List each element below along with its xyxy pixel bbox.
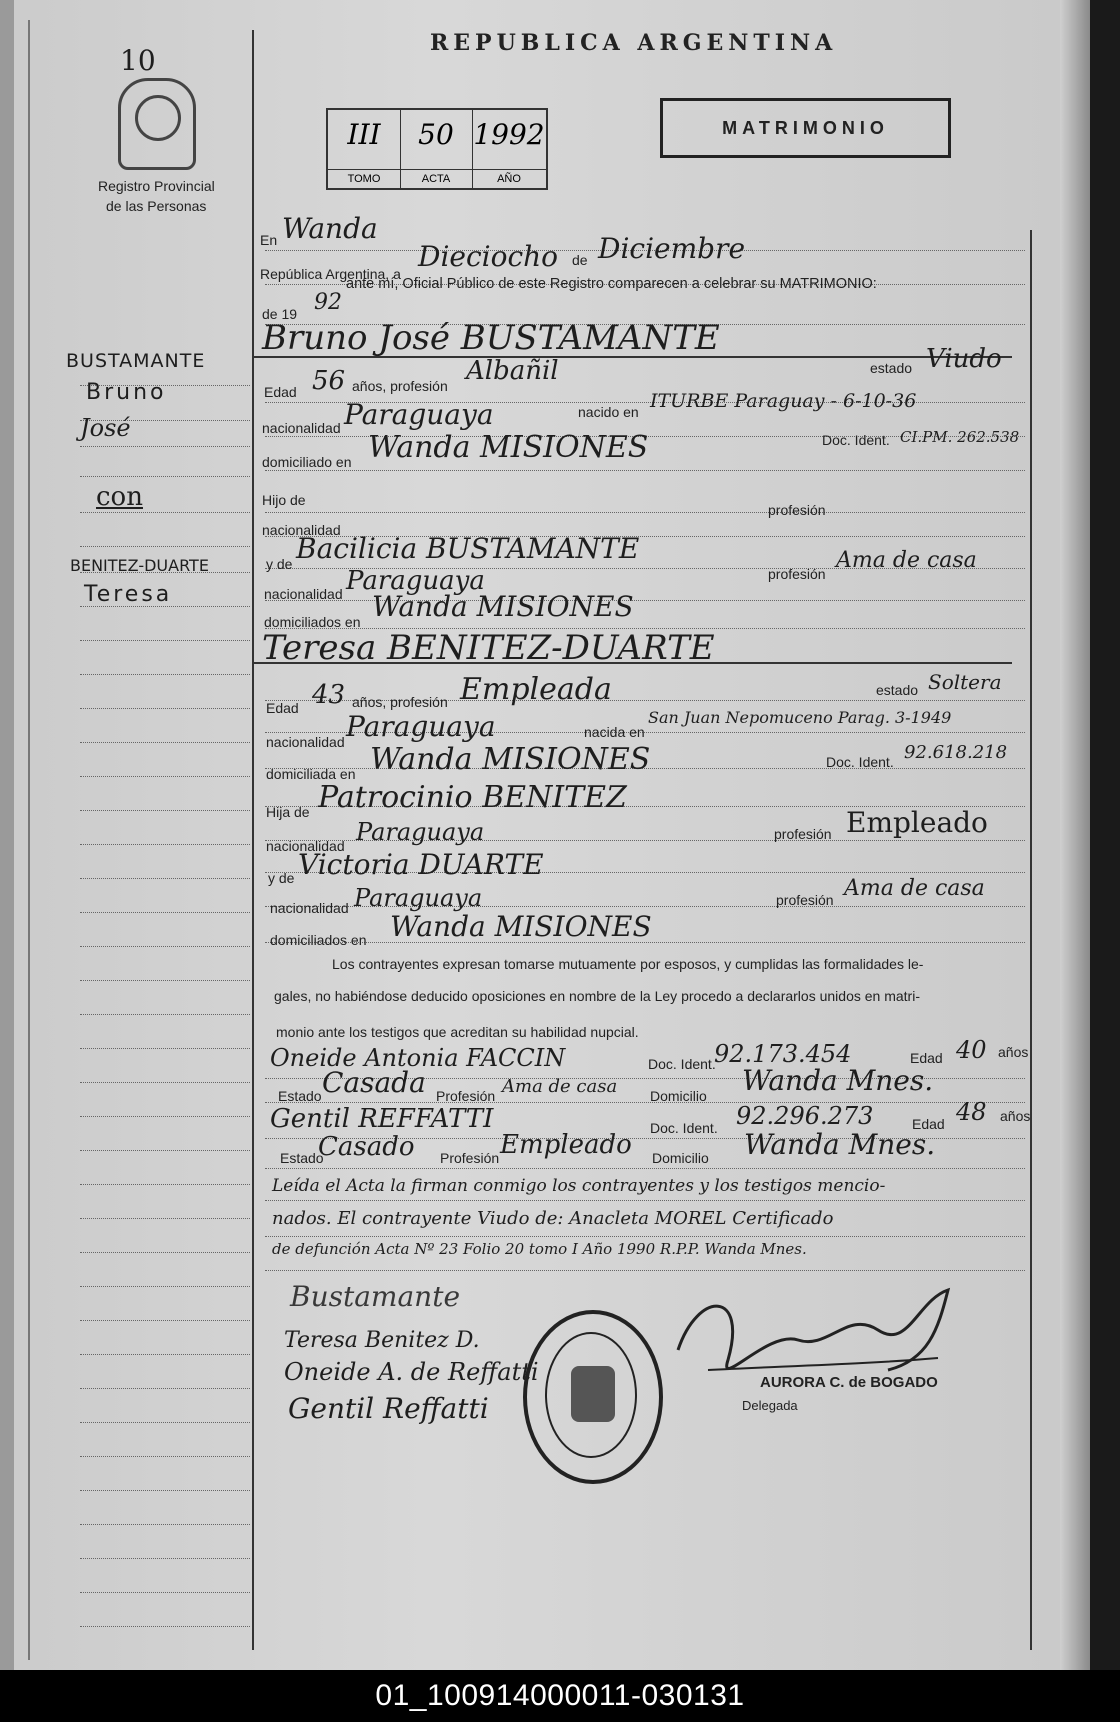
nacionalidad-label: nacionalidad	[266, 734, 345, 750]
groom-profession: Albañil	[466, 356, 559, 386]
margin-bride-surname: BENITEZ-DUARTE	[70, 556, 209, 575]
tomo-value: III	[347, 118, 381, 151]
acta-value: 50	[418, 118, 454, 151]
margin-connector: con	[96, 482, 143, 512]
acta-cell	[400, 110, 473, 188]
ano-value: 1992	[473, 118, 545, 151]
domicilio-label: Domicilio	[652, 1150, 709, 1166]
margin-line	[80, 674, 250, 675]
record-box	[326, 108, 548, 190]
margin-line	[80, 1592, 250, 1593]
officer-name: AURORA C. de BOGADO	[760, 1374, 938, 1391]
edad-label: Edad	[264, 384, 297, 400]
witness1-doc: 92.173.454	[714, 1040, 852, 1068]
bride-nationality: Paraguaya	[346, 710, 496, 743]
profesion-label: profesión	[768, 566, 826, 582]
ano-label: AÑO	[472, 169, 546, 188]
binding-edge	[0, 0, 14, 1670]
witness2-domicile: Wanda Mnes.	[744, 1128, 936, 1161]
doc-ident-label: Doc. Ident.	[648, 1056, 716, 1072]
hijo-label: Hijo de	[262, 492, 306, 508]
margin-line	[80, 1422, 250, 1423]
profesion-w-label: Profesión	[436, 1088, 496, 1104]
official-stamp-icon	[523, 1310, 663, 1484]
witness1-estado: Casada	[322, 1066, 426, 1099]
nacionalidad-label: nacionalidad	[262, 522, 341, 538]
page-number: 10	[120, 44, 156, 77]
edad-label: Edad	[266, 700, 299, 716]
estado-w-label: Estado	[278, 1088, 322, 1104]
note-line1: Leída el Acta la firman conmigo los contrayentes y los testigos mencio-	[272, 1176, 886, 1196]
margin-line	[80, 1626, 250, 1627]
profesion-label: profesión	[776, 892, 834, 908]
groom-age: 56	[312, 366, 346, 396]
province-seal-icon	[118, 78, 196, 170]
margin-line	[80, 1388, 250, 1389]
groom-nationality: Paraguaya	[344, 398, 494, 431]
margin-line	[80, 980, 250, 981]
domiciliada-label: domiciliada en	[266, 766, 356, 782]
bride-father: Patrocinio BENITEZ	[318, 780, 627, 815]
groom-parents-domicile: Wanda MISIONES	[372, 590, 634, 623]
margin-line	[80, 512, 250, 513]
registry-line1: Registro Provincial	[98, 178, 215, 194]
witness1-profession: Ama de casa	[502, 1076, 618, 1097]
margin-rule	[252, 30, 254, 1650]
groom-full-name: Bruno José BUSTAMANTE	[262, 318, 720, 358]
month-value: Diciembre	[598, 232, 746, 265]
form-line	[265, 470, 1025, 471]
page-right-edge	[1060, 0, 1090, 1670]
bride-father-nationality: Paraguaya	[356, 818, 485, 846]
margin-line	[80, 742, 250, 743]
witness2-age: 48	[956, 1098, 987, 1126]
form-line	[265, 1236, 1025, 1237]
bride-profession: Empleada	[460, 672, 612, 707]
groom-domicile: Wanda MISIONES	[368, 430, 649, 465]
margin-line	[80, 1354, 250, 1355]
margin-line	[80, 912, 250, 913]
margin-line	[80, 1490, 250, 1491]
profesion-label: profesión	[768, 502, 826, 518]
year-suffix: 92	[314, 290, 342, 315]
hija-label: Hija de	[266, 804, 310, 820]
bride-mother: Victoria DUARTE	[298, 848, 544, 881]
bride-estado: Soltera	[928, 670, 1002, 694]
form-line	[265, 1102, 1025, 1103]
margin-line	[80, 1456, 250, 1457]
witness1-domicile: Wanda Mnes.	[742, 1064, 934, 1097]
bride-mother-nationality: Paraguaya	[354, 884, 483, 912]
signature-witness1: Oneide A. de Reffatti	[284, 1358, 539, 1386]
edad-label: Edad	[910, 1050, 943, 1066]
anos-label: años	[1000, 1108, 1031, 1124]
nacionalidad-label: nacionalidad	[262, 420, 341, 436]
y-de-label: y de	[268, 870, 295, 886]
nacionalidad-label: nacionalidad	[266, 838, 345, 854]
intro-text: ante mí, Oficial Público de este Registro comparecen a celebrar su MATRIMONIO:	[346, 276, 877, 292]
y-de-label: y de	[266, 556, 293, 572]
nacionalidad-label: nacionalidad	[264, 586, 343, 602]
signature-bride: Teresa Benitez D.	[284, 1328, 480, 1353]
de-label: de	[572, 252, 588, 268]
estado-w-label: Estado	[280, 1150, 324, 1166]
margin-groom-surname: BUSTAMANTE	[66, 350, 206, 372]
margin-line	[80, 708, 250, 709]
margin-line	[80, 640, 250, 641]
margin-line	[80, 1082, 250, 1083]
margin-line	[80, 1014, 250, 1015]
margin-line	[80, 844, 250, 845]
republica-label: República Argentina, a	[260, 266, 401, 282]
groom-mother: Bacilicia BUSTAMANTE	[296, 532, 640, 565]
margin-line	[80, 878, 250, 879]
margin-line	[80, 1116, 250, 1117]
estado-label: estado	[870, 360, 913, 376]
margin-line	[80, 1150, 250, 1151]
tomo-label: TOMO	[328, 169, 400, 188]
form-line	[265, 1168, 1025, 1169]
groom-birth: ITURBE Paraguay - 6-10-36	[650, 390, 917, 412]
anos-profesion-label: años, profesión	[352, 694, 448, 710]
doc-ident-label: Doc. Ident.	[650, 1120, 718, 1136]
statement-line3: monio ante los testigos que acreditan su habilidad nupcial.	[276, 1024, 639, 1040]
day-value: Dieciocho	[418, 240, 559, 273]
witness2-name: Gentil REFFATTI	[270, 1104, 494, 1134]
margin-line	[80, 946, 250, 947]
domicilio-label: Domicilio	[650, 1088, 707, 1104]
right-rule	[1030, 230, 1032, 1650]
acta-label: ACTA	[400, 169, 472, 188]
ano-cell	[472, 110, 546, 188]
margin-groom-given1: Bruno	[86, 380, 167, 405]
margin-line	[80, 776, 250, 777]
signature-groom: Bustamante	[290, 1280, 461, 1313]
margin-line	[80, 1252, 250, 1253]
margin-line	[80, 1048, 250, 1049]
edad-label: Edad	[912, 1116, 945, 1132]
margin-line	[80, 1558, 250, 1559]
bride-father-profession: Empleado	[846, 806, 988, 839]
domiciliado-label: domiciliado en	[262, 454, 352, 470]
stamp-emblem-icon	[571, 1366, 615, 1422]
statement-line2: gales, no habiéndose deducido oposiciones en nombre de la Ley procedo a declararlos unidos en matri-	[274, 988, 920, 1004]
anos-label: años	[998, 1044, 1029, 1060]
margin-line	[80, 546, 250, 547]
doc-type-box: MATRIMONIO	[660, 98, 951, 158]
margin-line	[80, 1218, 250, 1219]
margin-line	[80, 810, 250, 811]
registry-line2: de las Personas	[106, 198, 207, 214]
witness2-estado: Casado	[318, 1132, 415, 1162]
form-line	[265, 512, 1025, 513]
groom-estado: Viudo	[926, 344, 1002, 374]
statement-line1: Los contrayentes expresan tomarse mutuamente por esposos, y cumplidas las formalidades le-	[332, 956, 924, 972]
groom-doc: CI.PM. 262.538	[900, 428, 1020, 446]
bride-mother-profession: Ama de casa	[844, 876, 985, 901]
doc-ident-label: Doc. Ident.	[826, 754, 894, 770]
bride-birth: San Juan Nepomuceno Parag. 3-1949	[648, 708, 952, 727]
country-title: REPUBLICA ARGENTINA	[430, 30, 838, 56]
estado-label: estado	[876, 682, 919, 698]
margin-line	[80, 1286, 250, 1287]
margin-groom-given2: José	[80, 414, 131, 442]
margin-line	[80, 1320, 250, 1321]
nacionalidad-label: nacionalidad	[270, 900, 349, 916]
witness1-name: Oneide Antonia FACCIN	[270, 1044, 566, 1072]
en-label: En	[260, 232, 278, 248]
margin-line	[80, 476, 250, 477]
bride-full-name: Teresa BENITEZ-DUARTE	[262, 628, 715, 668]
note-line2: nados. El contrayente Viudo de: Anacleta MOREL Certificado	[272, 1208, 834, 1229]
left-rule	[28, 20, 30, 1660]
form-line	[265, 1200, 1025, 1201]
bride-doc: 92.618.218	[904, 742, 1008, 763]
de19-label: de 19	[262, 306, 298, 322]
nacido-label: nacido en	[578, 404, 639, 420]
anos-profesion-label: años, profesión	[352, 378, 448, 394]
witness2-profession: Empleado	[500, 1130, 632, 1160]
officer-title: Delegada	[742, 1398, 798, 1413]
domiciliados-label: domiciliados en	[264, 614, 361, 630]
bride-age: 43	[312, 680, 346, 710]
scan-caption: 01_100914000011-030131	[0, 1670, 1120, 1722]
place-value: Wanda	[282, 212, 378, 245]
domiciliados-label: domiciliados en	[270, 932, 367, 948]
profesion-w-label: Profesión	[440, 1150, 500, 1166]
witness1-age: 40	[956, 1036, 987, 1064]
margin-line	[80, 446, 250, 447]
note-line3: de defunción Acta Nº 23 Folio 20 tomo I Año 1990 R.P.P. Wanda Mnes.	[272, 1240, 807, 1258]
nacida-label: nacida en	[584, 724, 645, 740]
margin-line	[80, 1184, 250, 1185]
signature-witness2: Gentil Reffatti	[288, 1392, 489, 1425]
witness2-doc: 92.296.273	[736, 1102, 874, 1130]
margin-bride-given: Teresa	[84, 582, 173, 607]
profesion-label: profesión	[774, 826, 832, 842]
bride-parents-domicile: Wanda MISIONES	[390, 910, 652, 943]
bride-domicile: Wanda MISIONES	[370, 742, 651, 777]
groom-mother-profession: Ama de casa	[836, 548, 977, 573]
margin-line	[80, 1524, 250, 1525]
tomo-cell	[328, 110, 401, 188]
doc-ident-label: Doc. Ident.	[822, 432, 890, 448]
groom-mother-nationality: Paraguaya	[346, 566, 485, 596]
